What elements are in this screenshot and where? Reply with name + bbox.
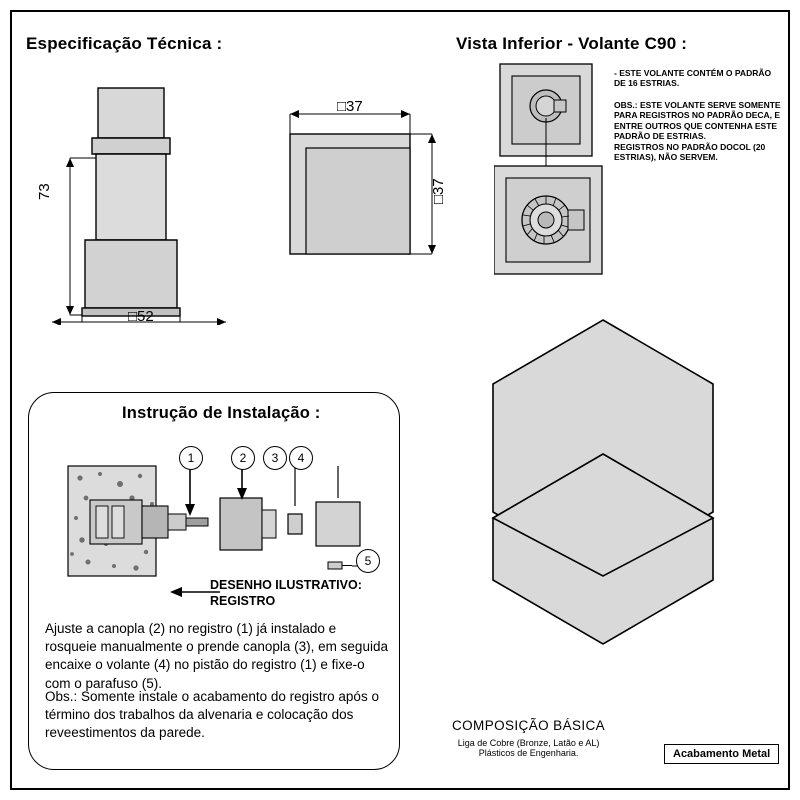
install-paragraph-1: Ajuste a canopla (2) no registro (1) já instalado e rosqueie manualmente o prende canopla (3), em seguida encaixe o volante (4) no pistão do registro (1) e fixe-o com o parafuso (5). <box>45 621 388 691</box>
callout-1: 1 <box>179 446 203 470</box>
install-section-title: Instrução de Instalação : <box>122 404 321 422</box>
composition-line-2: Plásticos de Engenharia. <box>478 748 579 758</box>
hexagon-illustration <box>455 318 775 648</box>
bottom-view-section-title: Vista Inferior - Volante C90 : <box>456 34 688 53</box>
finish-badge: Acabamento Metal <box>664 744 779 764</box>
illustrative-label-line2: REGISTRO <box>210 593 276 608</box>
bottom-view-note-2: OBS.: ESTE VOLANTE SERVE SOMENTE PARA REGISTROS NO PADRÃO DECA, E ENTRE OUTROS QUE CONTENHA ESTE PADRÃO DE ESTRIAS. <box>614 100 781 142</box>
callout-3: 3 <box>263 446 287 470</box>
callout-5: 5 <box>356 549 380 573</box>
spec-section-title: Especificação Técnica : <box>26 34 223 53</box>
illustrative-drawing-label <box>210 578 362 609</box>
base-width-dimension-label: □52 <box>128 308 154 325</box>
callout-4: 4 <box>289 446 313 470</box>
bottom-view-note-3: REGISTROS NO PADRÃO DOCOL (20 ESTRIAS), NÃO SERVEM. <box>614 142 766 163</box>
illustrative-label-line1: DESENHO ILUSTRATIVO: <box>210 578 362 592</box>
composition-block <box>452 718 605 758</box>
composition-line-1: Liga de Cobre (Bronze, Latão e AL) <box>457 738 600 748</box>
install-paragraph-2: Obs.: Somente instale o acabamento do registro após o término dos trabalhos da alvenaria e colocação dos reveestimentos da parede. <box>45 689 379 741</box>
technical-drawing-sheet: Especificação Técnica : Vista Inferior - Volante C90 : 73 □52 □37 □37 - ESTE VOLANTE CONTÉM O PADRÃO DE 16 ESTRIAS. OBS.: ESTE VOLANTE SERVE SOMENTE PARA REGISTROS NO PADRÃO DECA, E ENTRE OUTROS QUE CONTENHA ESTE PADRÃO DE ESTRIAS. REGISTROS NO PADRÃO DOCOL (20 ESTRIAS), NÃO SERVEM. Instrução de Instalação : 1 2 3 4 5 DESENHO ILUSTRATIVO: REGISTRO Ajuste a canopla (2) no registro (1) já instalado e rosqueie manualmente o prende canopla (3), em seguida encaixe o volante (4) no pistão do registro (1) e fixe-o com o parafuso (5). Obs.: Somente instale o acabamento do registro após o término dos trabalhos da alvenaria e colocação dos reveestimentos da parede. COMPOSIÇÃO BÁSICA Liga de Cobre (Bronze, Latão e AL) Plásticos de Engenharia. Acabamento Metal <box>0 0 800 800</box>
composition-title: COMPOSIÇÃO BÁSICA <box>452 718 606 733</box>
callout-2: 2 <box>231 446 255 470</box>
square-top-dimension-label: □37 <box>337 98 363 115</box>
bottom-view-note-1: - ESTE VOLANTE CONTÉM O PADRÃO DE 16 ESTRIAS. <box>614 68 772 89</box>
